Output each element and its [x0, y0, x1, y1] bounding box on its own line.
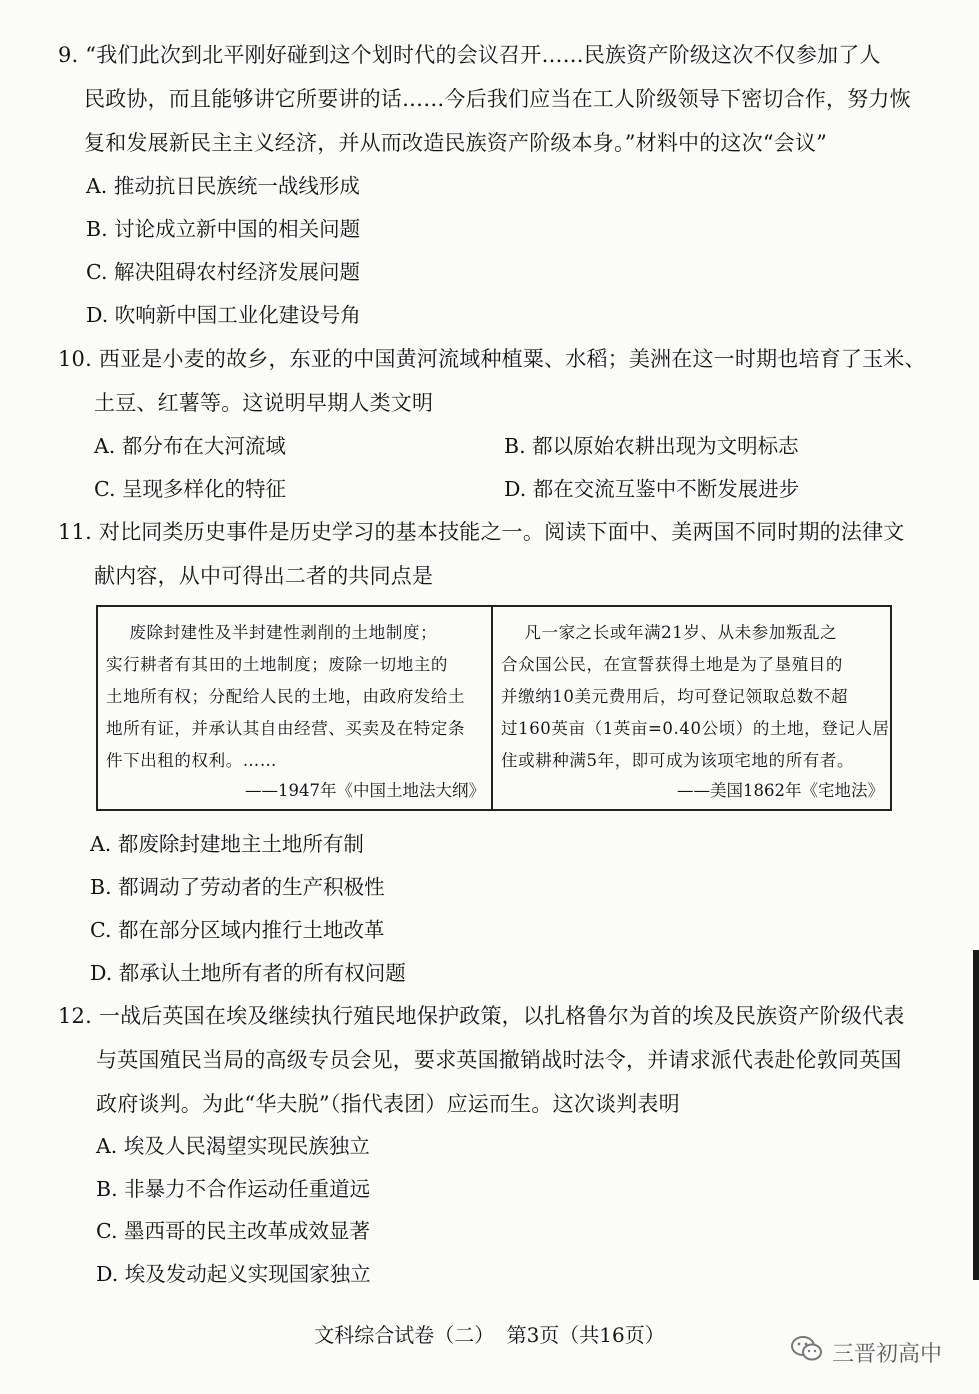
document-text-line: 件下出租的权利。…… [106, 751, 277, 770]
watermark [790, 1334, 942, 1370]
question-9-option-d[interactable]: D. 吹响新中国工业化建设号角 [86, 303, 361, 327]
question-12-option-d[interactable]: D. 埃及发动起义实现国家独立 [96, 1262, 371, 1286]
document-text-line: 并缴纳10美元费用后，均可登记领取总数不超 [501, 687, 849, 706]
document-text-line: 凡一家之长或年满21岁、从未参加叛乱之 [501, 623, 838, 642]
document-text-line: 过160英亩（1英亩=0.40公顷）的土地，登记人居 [501, 719, 890, 738]
question-10-line-1: 10. 西亚是小麦的故乡，东亚的中国黄河流域种植粟、水稻；美洲在这一时期也培育了玉米、 [58, 347, 926, 371]
document-text-line: 合众国公民，在宣誓获得土地是为了垦殖目的 [501, 655, 843, 674]
question-12-option-c[interactable]: C. 墨西哥的民主改革成效显著 [96, 1219, 370, 1243]
scan-edge-mark [973, 950, 979, 1280]
question-11-line-1: 11. 对比同类历史事件是历史学习的基本技能之一。阅读下面中、美两国不同时期的法律文 [58, 520, 905, 544]
question-10-option-a[interactable]: A. 都分布在大河流域 [94, 434, 286, 458]
watermark-text: 三晋初高中 [832, 1341, 943, 1367]
document-text-line: 地所有证，并承认其自由经营、买卖及在特定条 [106, 719, 466, 738]
question-9-line-2: 民政协，而且能够讲它所要讲的话……今后我们应当在工人阶级领导下密切合作，努力恢 [84, 87, 911, 111]
question-12-option-a[interactable]: A. 埃及人民渴望实现民族独立 [96, 1134, 370, 1158]
question-12-option-b[interactable]: B. 非暴力不合作运动任重道远 [96, 1177, 371, 1201]
document-text-line: 住或耕种满5年，即可成为该项宅地的所有者。 [501, 751, 855, 770]
document-text-line: 废除封建性及半封建性剥削的土地制度； [106, 623, 438, 642]
question-10-option-d[interactable]: D. 都在交流互鉴中不断发展进步 [504, 477, 800, 501]
exam-title: 文科综合试卷（二） [314, 1323, 495, 1347]
wechat-icon [790, 1335, 824, 1369]
question-9-line-3: 复和发展新民主主义经济，并从而改造民族资产阶级本身。”材料中的这次“会议” [84, 131, 828, 155]
page-number: 第3页（共16页） [506, 1323, 665, 1347]
question-11-option-b[interactable]: B. 都调动了劳动者的生产积极性 [90, 875, 385, 899]
document-source: ——1947年《中国土地法大纲》 [245, 781, 485, 800]
question-12-line-1: 12. 一战后英国在埃及继续执行殖民地保护政策，以扎格鲁尔为首的埃及民族资产阶级代表 [58, 1004, 905, 1028]
document-comparison-table [96, 605, 892, 811]
document-text-line: 土地所有权；分配给人民的土地，由政府发给土 [106, 687, 466, 706]
document-us-homestead-act [493, 607, 890, 809]
question-9-option-b[interactable]: B. 讨论成立新中国的相关问题 [86, 217, 361, 241]
question-10-option-c[interactable]: C. 呈现多样化的特征 [94, 477, 286, 501]
document-source: ——美国1862年《宅地法》 [677, 781, 884, 800]
question-12-line-3: 政府谈判。为此“华夫脱”（指代表团）应运而生。这次谈判表明 [96, 1092, 680, 1116]
question-11-option-d[interactable]: D. 都承认土地所有者的所有权问题 [90, 961, 406, 985]
question-9-line-1: 9. “我们此次到北平刚好碰到这个划时代的会议召开……民族资产阶级这次不仅参加了人 [58, 43, 881, 67]
question-10-line-2: 土豆、红薯等。这说明早期人类文明 [94, 391, 434, 415]
question-12-line-2: 与英国殖民当局的高级专员会见，要求英国撤销战时法令，并请求派代表赴伦敦同英国 [96, 1048, 902, 1072]
document-china-land-law [98, 607, 493, 809]
question-9-option-c[interactable]: C. 解决阻碍农村经济发展问题 [86, 260, 360, 284]
question-11-option-c[interactable]: C. 都在部分区域内推行土地改革 [90, 918, 385, 942]
question-9-option-a[interactable]: A. 推动抗日民族统一战线形成 [86, 174, 360, 198]
document-text-line: 实行耕者有其田的土地制度；废除一切地主的 [106, 655, 448, 674]
question-11-option-a[interactable]: A. 都废除封建地主土地所有制 [90, 832, 364, 856]
question-11-line-2: 献内容，从中可得出二者的共同点是 [94, 564, 434, 588]
question-10-option-b[interactable]: B. 都以原始农耕出现为文明标志 [504, 434, 799, 458]
